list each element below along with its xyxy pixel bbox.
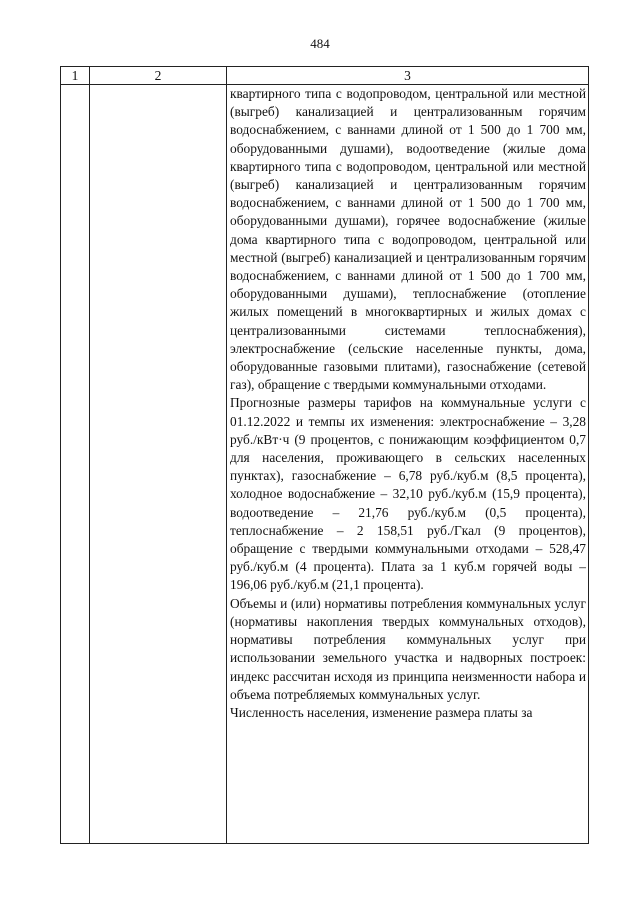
paragraph-consumption-norms: Объемы и (или) нормативы потребления коммунальных услуг (нормативы накопления твердых коммунальных отходов), нормативы потребления коммунальных услуг при использовании земельного участка и надворных построек: индекс рассчитан исходя из принципа неизменности набора и объема потребляемых коммунальных услуг.	[230, 595, 586, 702]
cell-col3-content	[227, 85, 589, 844]
page-number: 484	[310, 36, 330, 51]
cell-col1-empty	[61, 85, 90, 844]
cell-col2-empty	[90, 85, 227, 844]
header-cell-1: 1	[61, 67, 90, 85]
paragraph-services-list: квартирного типа с водопроводом, центральной или местной (выгреб) канализацией и централизованным горячим водоснабжением, с ваннами длиной от 1 500 до 1 700 мм, оборудованными душами), водоотведение (жилые дома квартирного типа с водопроводом, центральной или местной (выгреб) канализацией и централизованным горячим водоснабжением, с ваннами длиной от 1 500 до 1 700 мм, оборудованными душами), горячее водоснабжение (жилые дома квартирного типа с водопроводом, центральной или местной (выгреб) канализацией и централизованным горячим водоснабжением, с ваннами длиной от 1 500 до 1 700 мм, оборудованными душами), теплоснабжение (отопление жилых помещений в многоквартирных и жилых домах с централизованными системами теплоснабжения), электроснабжение (сельские населенные пункты, дома, оборудованные газовыми плитами), газоснабжение (сетевой газ), обращение с твердыми коммунальными отходами.	[230, 86, 586, 393]
paragraph-population: Численность населения, изменение размера платы за	[230, 704, 533, 720]
table-row	[61, 85, 589, 844]
table-header-row	[61, 67, 589, 85]
header-cell-3: 3	[227, 67, 589, 85]
document-table	[60, 66, 589, 844]
paragraph-tariffs: Прогнозные размеры тарифов на коммунальные услуги с 01.12.2022 и темпы их изменения: электроснабжение – 3,28 руб./кВт·ч (9 процентов, с понижающим коэффициентом 0,7 для населения, проживающего в сельских населенных пунктах), газоснабжение – 6,78 руб./куб.м (8,5 процента), холодное водоснабжение – 32,10 руб./куб.м (15,9 процента), водоотведение – 21,76 руб./куб.м (0,5 процента), теплоснабжение – 2 158,51 руб./Гкал (9 процентов), обращение с твердыми коммунальными отходами – 528,47 руб./куб.м (4 процента). Плата за 1 куб.м горячей воды – 196,06 руб./куб.м (21,1 процента).	[230, 395, 586, 593]
header-cell-2: 2	[90, 67, 227, 85]
